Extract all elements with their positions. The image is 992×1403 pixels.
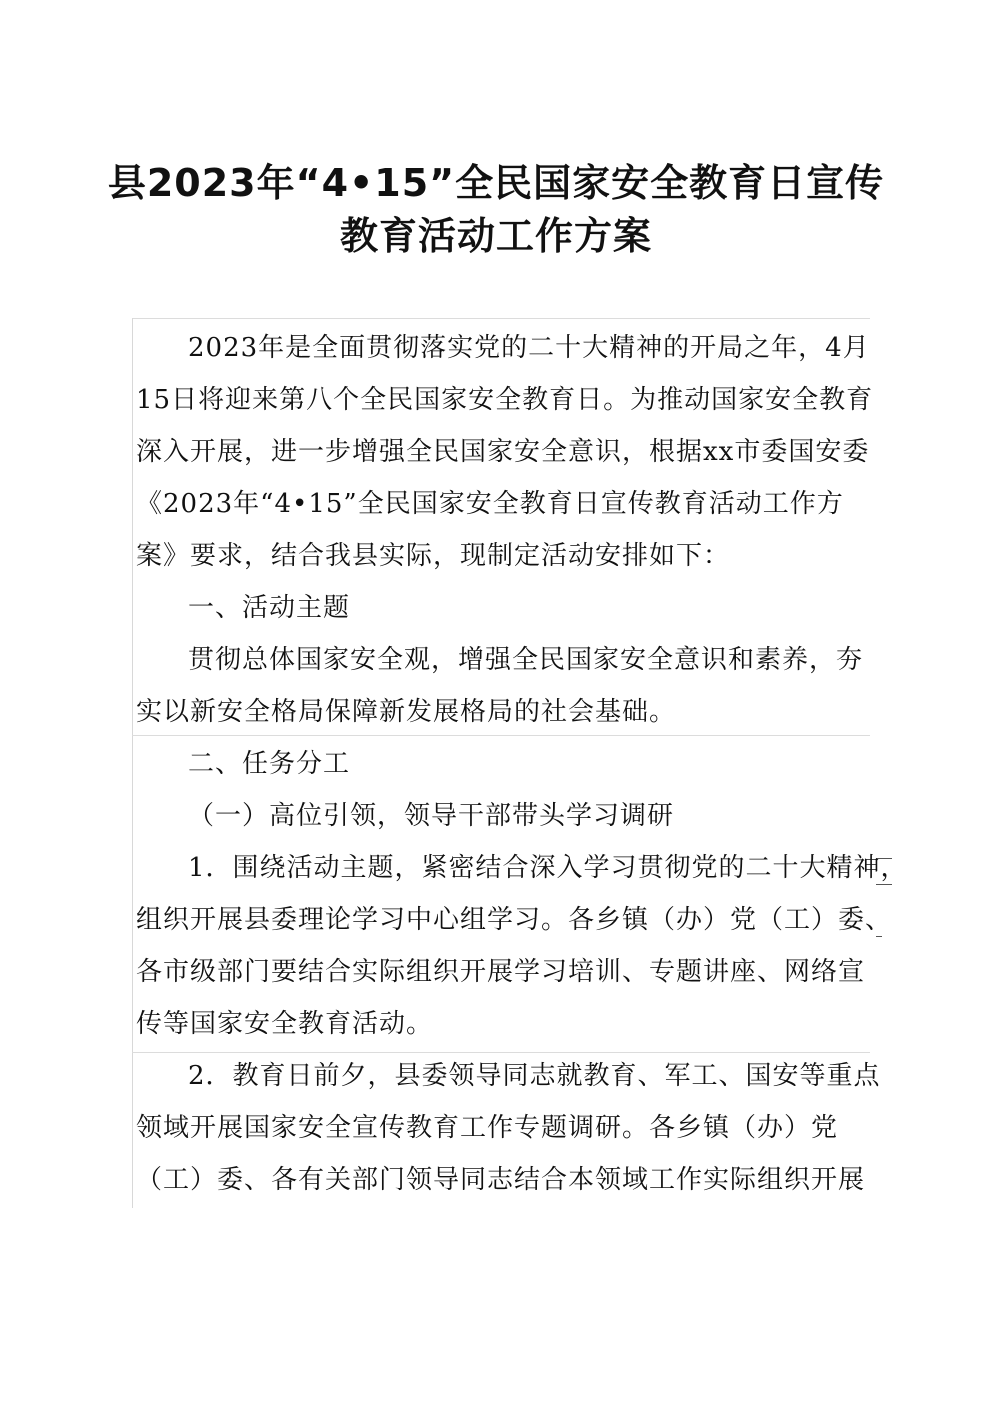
table-rule	[132, 318, 133, 1208]
item-2-line: 领域开展国家安全宣传教育工作专题调研。各乡镇（办）党	[136, 1113, 839, 1143]
item-2-line: 2．教育日前夕，县委领导同志就教育、军工、国安等重点	[188, 1061, 881, 1091]
document-title-line-1: 县2023年“4•15”全民国家安全教育日宣传	[107, 161, 885, 205]
document-title-line-2: 教育活动工作方案	[339, 214, 652, 258]
section-2-heading: 二、任务分工	[188, 749, 351, 779]
item-1-line: 传等国家安全教育活动。	[136, 1009, 434, 1039]
document-body	[136, 322, 908, 1206]
table-rule	[876, 936, 882, 937]
subsection-1-heading: （一）高位引领，领导干部带头学习调研	[188, 801, 675, 831]
intro-line: 《2023年“4•15”全民国家安全教育日宣传教育活动工作方	[136, 489, 844, 519]
item-2-line: （工）委、各有关部门领导同志结合本领域工作实际组织开展	[136, 1165, 866, 1195]
intro-line: 深入开展，进一步增强全民国家安全意识，根据xx市委国安委	[136, 437, 870, 467]
item-1-line: 各市级部门要结合实际组织开展学习培训、专题讲座、网络宣	[136, 957, 866, 987]
intro-line: 2023年是全面贯彻落实党的二十大精神的开局之年，4月	[188, 333, 870, 363]
table-rule	[132, 318, 870, 319]
section-1-body-line: 实以新安全格局保障新发展格局的社会基础。	[136, 697, 677, 727]
section-1-body-line: 贯彻总体国家安全观，增强全民国家安全意识和素养，夯	[188, 645, 864, 675]
intro-line: 案》要求，结合我县实际，现制定活动安排如下：	[136, 541, 731, 571]
intro-line: 15日将迎来第八个全民国家安全教育日。为推动国家安全教育	[136, 385, 874, 415]
section-1-heading: 一、活动主题	[188, 593, 351, 623]
item-1-line: 组织开展县委理论学习中心组学习。各乡镇（办）党（工）委、	[136, 905, 893, 935]
item-1-line: 1．围绕活动主题，紧密结合深入学习贯彻党的二十大精神，	[188, 853, 908, 883]
